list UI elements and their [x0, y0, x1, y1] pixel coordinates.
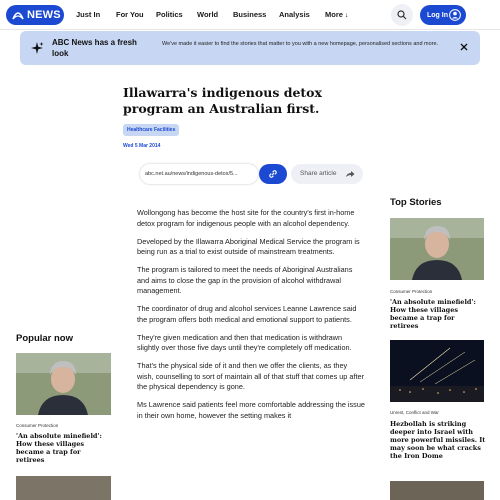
chevron-down-icon: ↓ [344, 12, 349, 19]
paragraph: Developed by the Illawarra Aboriginal Medical Service the program is being run as a trial to exist outside of mainstream treatments. [137, 236, 360, 256]
popular-now-heading: Popular now [16, 333, 73, 344]
topic-tag[interactable]: Healthcare Facilities [123, 124, 179, 136]
story-thumbnail[interactable] [390, 340, 484, 402]
paragraph: Wollongong has become the host site for the country's first in-home detox program for indigenous people with an alcohol dependency. [137, 208, 355, 228]
top-stories-heading: Top Stories [390, 197, 442, 208]
nav-link-for-you[interactable]: For You [116, 10, 144, 19]
logo-text: NEWS [27, 9, 61, 21]
link-icon [268, 169, 278, 179]
share-url-field[interactable]: abc.net.au/news/indigenous-detox/5... [140, 164, 258, 184]
paragraph: The program is tailored to meet the needs of Aboriginal Australians and aims to close the gap in the provision of alcohol withdrawal management. [137, 265, 353, 295]
nav-link-business[interactable]: Business [233, 10, 267, 19]
story-category: Consumer Protection [390, 289, 433, 294]
portrait-photo [16, 353, 111, 415]
announcement-banner [20, 31, 480, 65]
article-body [137, 208, 365, 429]
story-category: Unrest, Conflict and War [390, 410, 439, 415]
share-article-button[interactable] [291, 164, 363, 184]
user-icon [449, 9, 461, 21]
more-label: More [325, 10, 343, 19]
paragraph: The coordinator of drug and alcohol services Leanne Lawrence said the program offers both medical and emotional support to patients. [137, 304, 357, 324]
article-headline: Illawarra's indigenous detox program an Australian first. [123, 85, 322, 116]
paragraph: That's the physical side of it and then we offer the clients, as they wish, counselling to sort of maintain all of that stuff that comes up after the physical dependency is gone. [137, 361, 364, 391]
close-icon[interactable] [459, 42, 469, 52]
article-date: Wed 5 Mar 2014 [123, 143, 161, 149]
story-headline-link[interactable]: 'An absolute minefield': How these villages became a trap for retirees [16, 432, 102, 464]
share-arrow-icon [345, 169, 355, 179]
top-nav [0, 0, 500, 30]
story-thumbnail[interactable] [16, 476, 111, 500]
night-sky-photo [390, 340, 484, 402]
banner-title: ABC News has a fresh look [52, 38, 137, 58]
nav-link-world[interactable]: World [197, 10, 219, 19]
nav-link-analysis[interactable]: Analysis [279, 10, 310, 19]
search-button[interactable] [391, 4, 413, 26]
search-icon [397, 10, 407, 20]
nav-link-just-in[interactable]: Just In [76, 10, 101, 19]
paragraph: They're given medication and then that medication is withdrawn slightly over those five days until they're completely off medication. [137, 332, 352, 352]
nav-more-button[interactable] [325, 10, 348, 19]
share-label: Share article [300, 170, 337, 177]
story-headline-link[interactable]: Hezbollah is striking deeper into Israel with more powerful missiles. It may soon be what cracks the Iron Dome [390, 420, 486, 460]
login-button[interactable] [420, 5, 466, 25]
sparkle-icon [30, 41, 44, 55]
abc-logo-icon [12, 10, 24, 20]
story-thumbnail[interactable] [390, 218, 484, 280]
login-label: Log In [427, 11, 448, 19]
banner-text: We've made it easier to find the stories that matter to you with a new homepage, personalised sections and more. [162, 41, 439, 47]
abc-news-logo[interactable] [6, 5, 64, 25]
nav-link-politics[interactable]: Politics [156, 10, 183, 19]
story-headline-link[interactable]: 'An absolute minefield': How these villages became a trap for retirees [390, 298, 476, 330]
story-category: Consumer Protection [16, 423, 59, 428]
paragraph: Ms Lawrence said patients feel more comfortable addressing the issue in their own home, however the setting makes it [137, 400, 365, 420]
story-thumbnail[interactable] [390, 481, 484, 500]
portrait-photo [390, 218, 484, 280]
story-thumbnail[interactable] [16, 353, 111, 415]
copy-link-button[interactable] [259, 164, 287, 184]
